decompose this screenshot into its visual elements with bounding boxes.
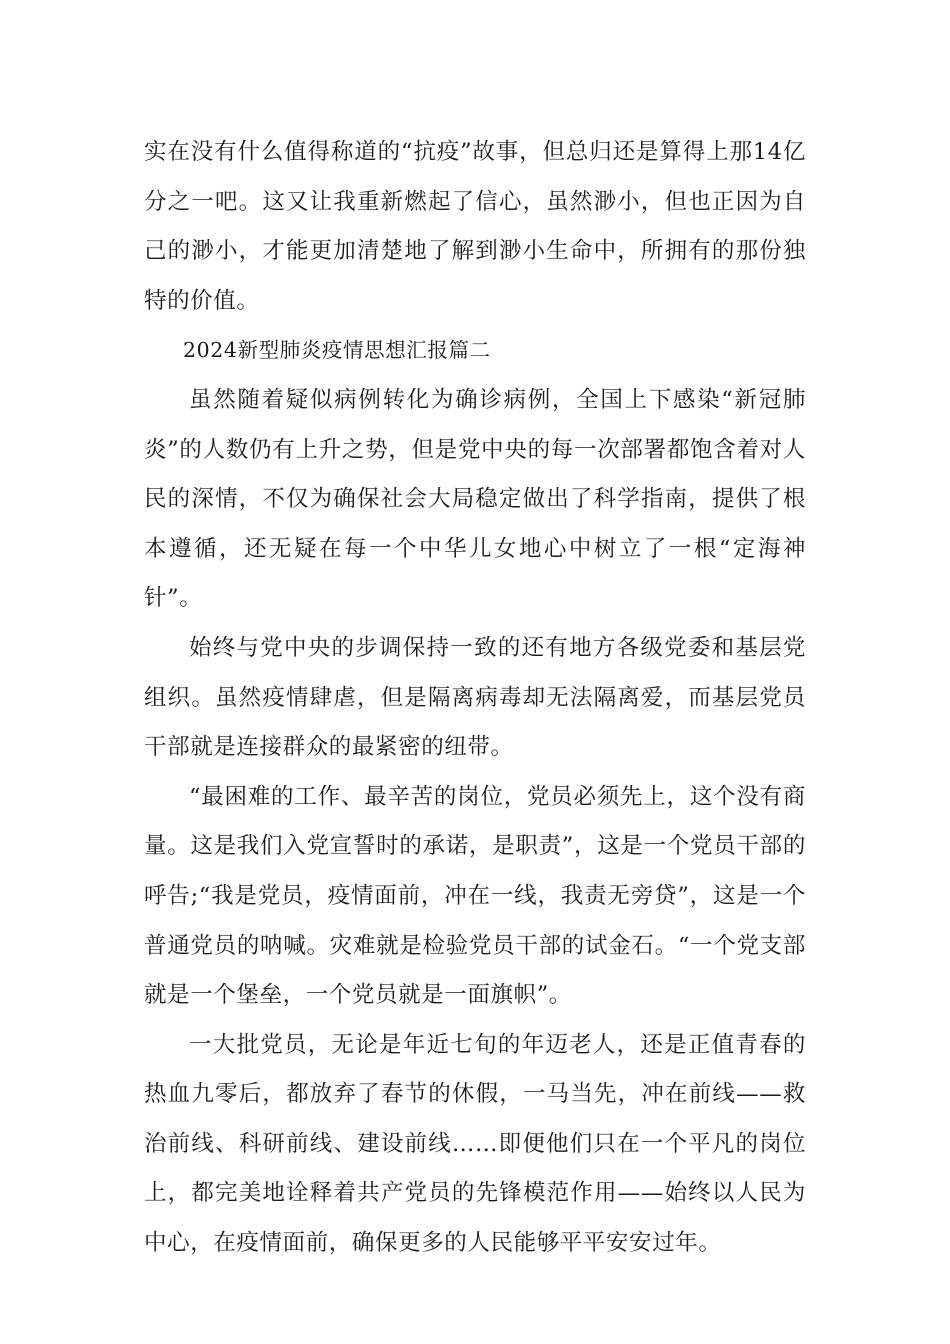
paragraph-3: “最困难的工作、最辛苦的岗位，党员必须先上，这个没有商量。这是我们入党宣誓时的承诺，是职责”，这是一个党员干部的呼告;“我是党员，疫情面前，冲在一线，我责无旁贷”，这是一个普通党员的呐喊。灾难就是检验党员干部的试金石。“一个党支部就是一个堡垒，一个党员就是一面旗帜”。 [144, 783, 806, 1009]
paragraph-4: 一大批党员，无论是年近七旬的年迈老人，还是正值青春的热血九零后，都放弃了春节的休假，一马当先，冲在前线——救治前线、科研前线、建设前线……即便他们只在一个平凡的岗位上，都完美地诠释着共产党员的先锋模范作用——始终以人民为中心，在疫情面前，确保更多的人民能够平平安安过年。 [144, 1031, 806, 1257]
paragraph-continuation: 实在没有什么值得称道的“抗疫”故事，但总归还是算得上那14亿分之一吧。这又让我重新燃起了信心，虽然渺小，但也正因为自己的渺小，才能更加清楚地了解到渺小生命中，所拥有的那份独特的价值。 [144, 139, 806, 314]
section-heading: 2024新型肺炎疫情思想汇报篇二 [182, 338, 491, 363]
paragraph-1: 虽然随着疑似病例转化为确诊病例，全国上下感染“新冠肺炎”的人数仍有上升之势，但是党中央的每一次部署都饱含着对人民的深情，不仅为确保社会大局稳定做出了科学指南，提供了根本遵循，还无疑在每一个中华儿女地心中树立了一根“定海神针”。 [144, 386, 806, 612]
document-body [144, 128, 806, 1269]
paragraph-2: 始终与党中央的步调保持一致的还有地方各级党委和基层党组织。虽然疫情肆虐，但是隔离病毒却无法隔离爱，而基层党员干部就是连接群众的最紧密的纽带。 [144, 634, 806, 761]
